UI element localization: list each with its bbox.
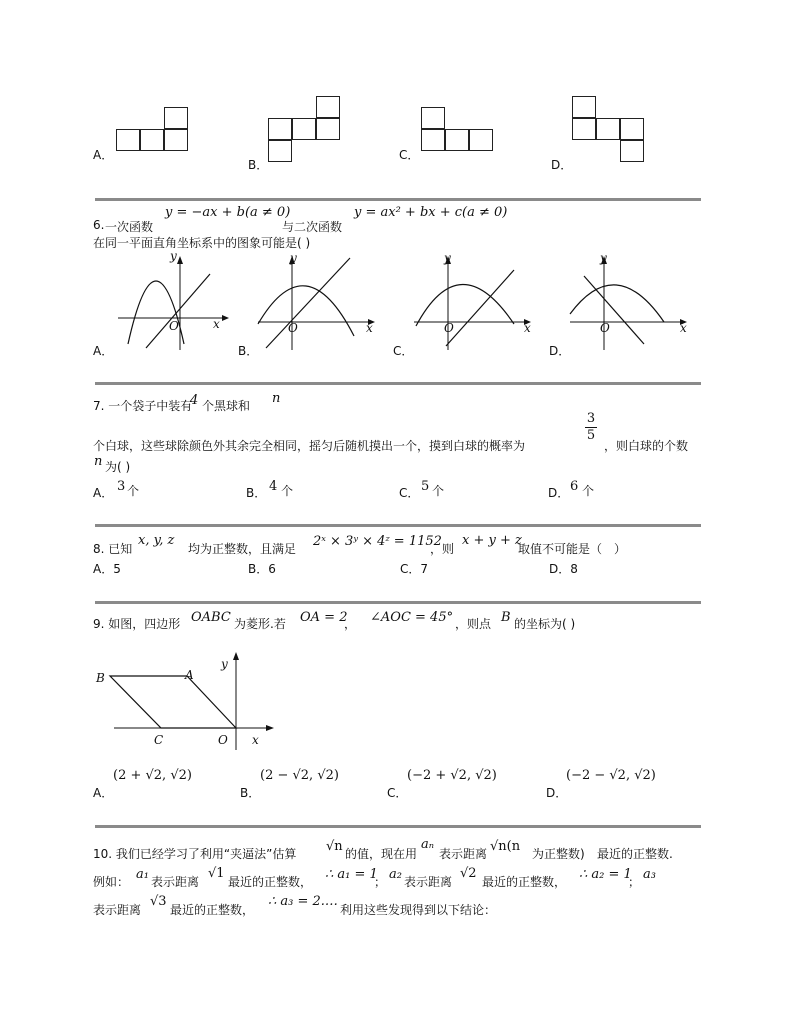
q6-d-origin-label: O — [600, 321, 610, 335]
q8-equation: 2ˣ × 3ʸ × 4ᶻ = 1152 — [313, 534, 442, 549]
q10-line2-a: 例如： — [93, 875, 130, 889]
q7-option-d-unit: 个 — [582, 484, 595, 498]
q6-b-x-label: x — [366, 321, 373, 335]
q7-line1-a: 7. 一个袋子中装有 — [93, 399, 193, 413]
q7-n: n — [272, 391, 281, 406]
q9-label-x: x — [252, 733, 259, 747]
q9-option-b-label: B． — [240, 786, 261, 800]
q10-line3-b: 最近的正整数， — [170, 903, 255, 917]
q6-b-y-label: y — [290, 251, 297, 265]
q9-mid1: 为菱形.若 — [234, 617, 286, 631]
q10-sqrt3: √3 — [150, 894, 167, 909]
section-divider — [95, 825, 701, 828]
q5-option-a-label: A． — [93, 148, 114, 162]
q9-comma: ， — [344, 617, 357, 631]
q8-vars: x, y, z — [138, 533, 175, 548]
q6-c-origin-label: O — [444, 321, 454, 335]
q8-prefix: 8. 已知 — [93, 542, 133, 556]
section-divider — [95, 524, 701, 527]
q10-a2-eq: ∴ a₂ = 1 — [579, 867, 632, 882]
q7-option-a-unit: 个 — [127, 484, 140, 498]
q8-expr: x + y + z — [462, 533, 522, 548]
q10-a1: a₁ — [136, 867, 149, 882]
q8-suffix: 取值不可能是（ ） — [518, 542, 627, 556]
q9-option-d-label: D． — [546, 786, 568, 800]
q6-graph-a — [110, 249, 230, 352]
q8-option-c: C．7 — [400, 562, 429, 576]
q9-mid2: ，则点 — [455, 617, 492, 631]
q9-label-o: O — [218, 733, 228, 747]
q10-line2-b: 表示距离 — [151, 875, 200, 889]
q10-sqrt2: √2 — [460, 866, 477, 881]
q7-four: 4 — [190, 393, 199, 408]
q9-point: B — [501, 610, 511, 625]
q10-a2: a₂ — [389, 867, 402, 882]
q7-option-c-label: C． — [399, 486, 420, 500]
q7-option-b-unit: 个 — [281, 484, 294, 498]
q10-line1-b: 的值，现在用 — [345, 847, 418, 861]
q6-b-origin-label: O — [288, 321, 298, 335]
q10-line1-d: 为正整数) — [532, 847, 585, 861]
q7-line1-b: 个黑球和 — [202, 399, 251, 413]
q9-option-a-value: (2 + √2, √2) — [113, 768, 192, 783]
q6-line2: 在同一平面直角坐标系中的图象可能是( ) — [93, 236, 311, 250]
q6-d-x-label: x — [680, 321, 687, 335]
q9-shape: OABC — [191, 610, 231, 625]
q10-line2-g: ； — [628, 875, 641, 889]
q10-sqrt1: √1 — [208, 866, 225, 881]
q10-a-n: aₙ — [421, 837, 435, 852]
q10-line1-a: 10. 我们已经学习了利用“夹逼法”估算 — [93, 847, 297, 861]
q7-option-b-value: 4 — [269, 479, 278, 494]
q9-label-a: A — [185, 668, 194, 682]
q10-line2-f: 最近的正整数， — [482, 875, 567, 889]
q10-line1-c: 表示距离 — [439, 847, 488, 861]
q8-option-b: B．6 — [248, 562, 276, 576]
q9-suffix: 的坐标为( ) — [514, 617, 576, 631]
q5-option-b-label: B． — [248, 158, 269, 172]
q6-d-y-label: y — [600, 251, 607, 265]
q6-option-a-label: A． — [93, 344, 114, 358]
q7-line2-a: 个白球，这些球除颜色外其余完全相同，摇匀后随机摸出一个，摸到白球的概率为 — [93, 439, 526, 453]
q10-a3: a₃ — [643, 867, 656, 882]
q9-label-b: B — [96, 671, 105, 685]
q7-line3: 为( ) — [105, 460, 131, 474]
q9-prefix: 9. 如图，四边形 — [93, 617, 181, 631]
section-divider — [95, 601, 701, 604]
q10-line3-a: 表示距离 — [93, 903, 142, 917]
q5-option-c-label: C． — [399, 148, 420, 162]
q9-label-y: y — [221, 657, 228, 671]
q7-fraction-den: 5 — [586, 428, 596, 443]
section-divider — [95, 382, 701, 385]
q10-line2-d: ； — [374, 875, 387, 889]
section-divider — [95, 198, 701, 201]
q9-option-b-value: (2 − √2, √2) — [260, 768, 339, 783]
q10-line1-e: 最近的正整数. — [597, 847, 673, 861]
q6-text-b: 与二次函数 — [282, 220, 343, 234]
q10-sqrt-n2: √n(n — [490, 839, 521, 854]
q7-fraction-num: 3 — [586, 411, 596, 426]
q6-number: 6. — [93, 218, 105, 232]
q6-quadratic-formula: y = ax² + bx + c(a ≠ 0) — [354, 205, 508, 220]
q6-graph-c — [410, 252, 540, 352]
q10-line3-c: 利用这些发现得到以下结论： — [340, 903, 497, 917]
q10-a3-eq: ∴ a₃ = 2.… — [268, 894, 338, 909]
q10-line2-e: 表示距离 — [404, 875, 453, 889]
q9-label-c: C — [154, 733, 164, 747]
q9-option-c-label: C． — [387, 786, 408, 800]
q9-option-d-value: (−2 − √2, √2) — [566, 768, 656, 783]
q8-mid: 均为正整数，且满足 — [188, 542, 297, 556]
q8-then: ，则 — [430, 542, 455, 556]
q7-line2-b: ，则白球的个数 — [604, 439, 689, 453]
q7-option-d-value: 6 — [570, 479, 579, 494]
q6-a-y-label: y — [170, 249, 177, 263]
q7-option-a-value: 3 — [117, 479, 126, 494]
q6-graph-b — [254, 252, 384, 352]
q9-rhombus-figure — [94, 652, 284, 752]
q7-option-c-value: 5 — [421, 479, 430, 494]
q6-a-origin-label: O — [169, 319, 179, 333]
q9-oa: OA = 2 — [300, 610, 348, 625]
q7-line3-n: n — [94, 454, 103, 469]
q6-linear-formula: y = −ax + b(a ≠ 0) — [165, 205, 291, 220]
q9-option-c-value: (−2 + √2, √2) — [407, 768, 497, 783]
q7-option-a-label: A． — [93, 486, 114, 500]
q6-graph-d — [566, 252, 696, 352]
q6-option-c-label: C． — [393, 344, 414, 358]
q5-option-d-label: D． — [551, 158, 573, 172]
q10-line2-c: 最近的正整数， — [228, 875, 313, 889]
q6-a-x-label: x — [213, 317, 220, 331]
q6-text-a: 一次函数 — [105, 220, 154, 234]
q7-option-c-unit: 个 — [432, 484, 445, 498]
q8-option-d: D．8 — [549, 562, 578, 576]
q6-c-y-label: y — [444, 251, 451, 265]
q6-option-b-label: B． — [238, 344, 259, 358]
q9-angle: ∠AOC = 45° — [370, 610, 454, 625]
q10-a1-eq: ∴ a₁ = 1 — [325, 867, 378, 882]
q6-c-x-label: x — [524, 321, 531, 335]
q7-fraction — [584, 411, 598, 444]
q10-sqrt-n: √n — [326, 839, 343, 854]
q8-option-a: A．5 — [93, 562, 121, 576]
q9-option-a-label: A． — [93, 786, 114, 800]
q6-option-d-label: D． — [549, 344, 571, 358]
q7-option-b-label: B． — [246, 486, 267, 500]
q7-option-d-label: D． — [548, 486, 570, 500]
